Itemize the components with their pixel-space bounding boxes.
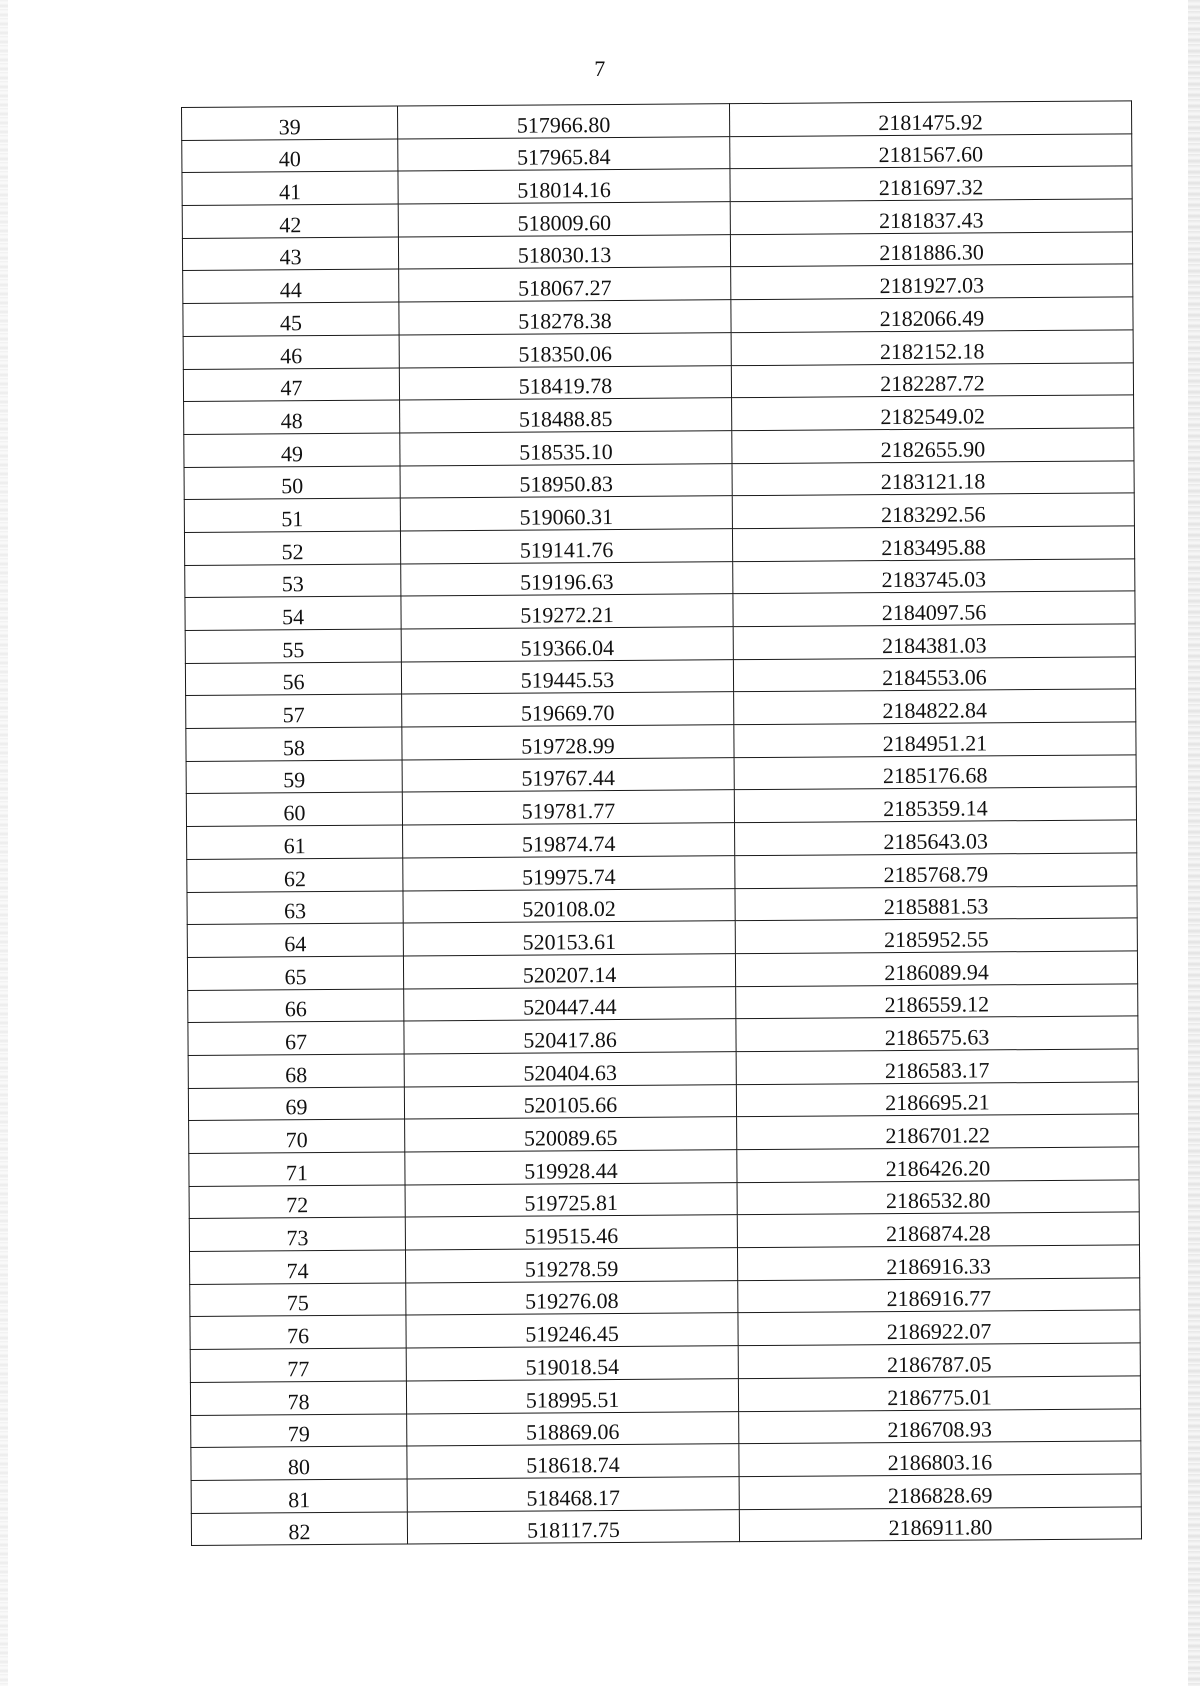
x-coordinate-cell [400, 496, 732, 531]
y-coordinate-cell-text: 2186916.77 [886, 1285, 992, 1312]
point-number-cell-text: 46 [280, 342, 303, 368]
point-number-cell [188, 1021, 404, 1055]
point-number-cell [182, 106, 398, 140]
x-coordinate-cell-text: 518535.10 [519, 438, 613, 465]
x-coordinate-cell [401, 561, 733, 596]
point-number-cell-text: 54 [281, 604, 305, 630]
x-coordinate-cell-text: 519246.45 [525, 1321, 619, 1347]
point-number-cell [185, 662, 401, 696]
coordinate-table-body [182, 101, 1142, 1546]
y-coordinate-cell [731, 264, 1133, 299]
x-coordinate-cell [405, 1248, 737, 1283]
point-number-cell [187, 825, 403, 859]
x-coordinate-cell-text: 519018.54 [525, 1353, 620, 1380]
x-coordinate-cell [407, 1509, 739, 1544]
point-number-cell [182, 204, 398, 238]
y-coordinate-cell [735, 853, 1137, 888]
y-coordinate-cell [739, 1506, 1141, 1541]
y-coordinate-cell-text: 2182655.90 [880, 435, 986, 462]
x-coordinate-cell [407, 1477, 739, 1512]
y-coordinate-cell [736, 1081, 1138, 1116]
point-number-cell [190, 1283, 406, 1317]
y-coordinate-cell [733, 657, 1135, 692]
y-coordinate-cell-text: 2186575.63 [884, 1024, 990, 1051]
y-coordinate-cell-text: 2182549.02 [880, 403, 986, 429]
point-number-cell-text: 71 [285, 1159, 309, 1185]
point-number-cell [191, 1479, 407, 1513]
y-coordinate-cell-text: 2186426.20 [885, 1155, 991, 1181]
y-coordinate-cell-text: 2186583.17 [884, 1057, 990, 1083]
point-number-cell-text: 58 [282, 734, 306, 761]
x-coordinate-cell-text: 519669.70 [520, 700, 615, 726]
y-coordinate-cell [738, 1343, 1140, 1378]
point-number-cell-text: 43 [279, 244, 302, 270]
y-coordinate-cell [736, 983, 1138, 1018]
point-number-cell-text: 53 [281, 571, 304, 597]
scan-edge-left [0, 0, 8, 1686]
x-coordinate-cell-text: 519272.21 [520, 601, 614, 628]
y-coordinate-cell-text: 2185176.68 [882, 762, 988, 789]
y-coordinate-cell [739, 1441, 1141, 1476]
point-number-cell [182, 171, 398, 205]
y-coordinate-cell [735, 885, 1137, 920]
x-coordinate-cell-text: 517966.80 [516, 111, 611, 138]
point-number-cell [184, 498, 400, 532]
y-coordinate-cell-text: 2183292.56 [881, 501, 986, 528]
x-coordinate-cell [402, 757, 734, 792]
y-coordinate-cell-text: 2186089.94 [884, 958, 989, 985]
x-coordinate-cell-text: 518117.75 [527, 1517, 620, 1543]
y-coordinate-cell-text: 2186695.21 [885, 1089, 990, 1116]
x-coordinate-cell-text: 518869.06 [525, 1419, 620, 1445]
x-coordinate-cell [399, 332, 731, 367]
point-number-cell [188, 1087, 404, 1121]
point-number-cell [188, 1054, 404, 1088]
y-coordinate-cell-text: 2181837.43 [878, 207, 984, 233]
x-coordinate-cell-text: 520108.02 [522, 896, 616, 922]
x-coordinate-cell [402, 692, 734, 727]
y-coordinate-cell-text: 2181886.30 [879, 239, 984, 266]
y-coordinate-cell [738, 1376, 1140, 1411]
point-number-cell-text: 52 [281, 538, 304, 564]
x-coordinate-cell-text: 519515.46 [524, 1223, 619, 1249]
x-coordinate-cell [407, 1444, 739, 1479]
point-number-cell [190, 1315, 406, 1349]
y-coordinate-cell-text: 2186775.01 [887, 1383, 992, 1410]
point-number-cell [189, 1250, 405, 1284]
x-coordinate-cell [402, 725, 734, 760]
x-coordinate-cell-text: 519728.99 [521, 732, 615, 759]
point-number-cell [184, 466, 400, 500]
y-coordinate-cell-text: 2186532.80 [885, 1187, 991, 1214]
x-coordinate-cell [402, 790, 734, 825]
y-coordinate-cell-text: 2186701.22 [885, 1122, 991, 1149]
point-number-cell [183, 302, 399, 336]
point-number-cell-text: 55 [282, 636, 305, 662]
x-coordinate-cell-text: 519366.04 [520, 634, 615, 661]
x-coordinate-cell [400, 431, 732, 466]
point-number-cell [189, 1152, 405, 1186]
point-number-cell [184, 531, 400, 565]
y-coordinate-cell [730, 166, 1132, 201]
x-coordinate-cell-text: 519975.74 [522, 863, 616, 890]
y-coordinate-cell [729, 101, 1131, 136]
point-number-cell-text: 82 [288, 1519, 311, 1545]
y-coordinate-cell-text: 2186787.05 [886, 1351, 992, 1377]
x-coordinate-cell-text: 517965.84 [517, 144, 611, 171]
point-number-cell-text: 60 [283, 800, 306, 826]
x-coordinate-cell [398, 234, 730, 269]
point-number-cell [185, 596, 401, 630]
y-coordinate-cell [731, 362, 1133, 397]
x-coordinate-cell [400, 529, 732, 564]
y-coordinate-cell [732, 526, 1134, 561]
point-number-cell [189, 1185, 405, 1219]
x-coordinate-cell-text: 520089.65 [523, 1124, 618, 1151]
y-coordinate-cell-text: 2186916.33 [886, 1253, 991, 1279]
x-coordinate-cell [399, 300, 731, 335]
y-coordinate-cell [732, 493, 1134, 528]
y-coordinate-cell-text: 2184951.21 [882, 730, 988, 756]
x-coordinate-cell-text: 519196.63 [519, 569, 614, 595]
y-coordinate-cell-text: 2181697.32 [878, 174, 984, 201]
y-coordinate-cell [730, 134, 1132, 169]
point-number-cell-text: 69 [285, 1094, 308, 1120]
y-coordinate-cell [732, 428, 1134, 463]
point-number-cell [187, 890, 403, 924]
y-coordinate-cell-text: 2183495.88 [881, 534, 986, 560]
y-coordinate-cell-text: 2184822.84 [882, 697, 988, 724]
y-coordinate-cell-text: 2186828.69 [887, 1481, 993, 1508]
y-coordinate-cell [739, 1474, 1141, 1509]
y-coordinate-cell-text: 2186708.93 [887, 1416, 993, 1443]
x-coordinate-cell [405, 1182, 737, 1217]
y-coordinate-cell [730, 232, 1132, 267]
point-number-cell [191, 1413, 407, 1447]
x-coordinate-cell [401, 594, 733, 629]
point-number-cell [189, 1119, 405, 1153]
x-coordinate-cell [407, 1411, 739, 1446]
point-number-cell-text: 59 [283, 767, 306, 793]
point-number-cell-text: 68 [285, 1061, 308, 1087]
coordinate-table [181, 100, 1142, 1546]
y-coordinate-cell [737, 1245, 1139, 1280]
point-number-cell [186, 727, 402, 761]
point-number-cell-text: 50 [281, 473, 304, 499]
x-coordinate-cell [400, 463, 732, 498]
y-coordinate-cell-text: 2182066.49 [879, 305, 985, 331]
point-number-cell-text: 65 [284, 963, 307, 989]
y-coordinate-cell-text: 2186559.12 [884, 991, 990, 1018]
y-coordinate-cell-text: 2185359.14 [883, 795, 988, 822]
y-coordinate-cell [737, 1180, 1139, 1215]
point-number-cell-text: 72 [286, 1192, 309, 1218]
point-number-cell-text: 80 [287, 1454, 311, 1480]
point-number-cell-text: 51 [281, 506, 304, 532]
point-number-cell [186, 792, 402, 826]
point-number-cell-text: 74 [286, 1257, 309, 1284]
y-coordinate-cell-text: 2181475.92 [878, 109, 983, 135]
point-number-cell [184, 400, 400, 434]
x-coordinate-cell-text: 518618.74 [526, 1451, 620, 1478]
x-coordinate-cell-text: 518009.60 [517, 209, 612, 236]
y-coordinate-cell-text: 2184381.03 [881, 632, 987, 658]
page-number: 7 [594, 56, 606, 81]
x-coordinate-cell [403, 921, 735, 956]
y-coordinate-cell [737, 1212, 1139, 1247]
y-coordinate-cell [738, 1278, 1140, 1313]
x-coordinate-cell-text: 520404.63 [523, 1059, 618, 1086]
x-coordinate-cell-text: 519725.81 [524, 1190, 618, 1217]
point-number-cell [189, 1217, 405, 1251]
x-coordinate-cell [404, 1052, 736, 1087]
x-coordinate-cell-text: 519767.44 [521, 765, 616, 792]
y-coordinate-cell-text: 2186922.07 [886, 1318, 992, 1345]
x-coordinate-cell [399, 365, 731, 400]
x-coordinate-cell [399, 267, 731, 302]
x-coordinate-cell-text: 518067.27 [517, 275, 612, 301]
x-coordinate-cell-text: 518278.38 [518, 307, 612, 334]
y-coordinate-cell [734, 722, 1136, 757]
point-number-cell [188, 989, 404, 1023]
y-coordinate-cell [737, 1147, 1139, 1182]
x-coordinate-cell [403, 823, 735, 858]
point-number-cell [187, 956, 403, 990]
y-coordinate-cell-text: 2185952.55 [883, 926, 989, 952]
x-coordinate-cell-text: 519928.44 [524, 1157, 618, 1184]
y-coordinate-cell [733, 624, 1135, 659]
x-coordinate-cell-text: 520447.44 [522, 994, 617, 1020]
y-coordinate-cell [731, 297, 1133, 332]
x-coordinate-cell [398, 202, 730, 237]
point-number-cell-text: 44 [279, 277, 302, 303]
point-number-cell-text: 47 [280, 375, 303, 401]
point-number-cell-text: 73 [286, 1225, 309, 1251]
y-coordinate-cell-text: 2185881.53 [883, 893, 989, 920]
x-coordinate-cell-text: 518468.17 [526, 1484, 621, 1511]
y-coordinate-cell [736, 1016, 1138, 1051]
x-coordinate-cell [405, 1215, 737, 1250]
x-coordinate-cell [403, 888, 735, 923]
x-coordinate-cell-text: 519141.76 [519, 536, 614, 563]
y-coordinate-cell [736, 1049, 1138, 1084]
y-coordinate-cell [733, 591, 1135, 626]
x-coordinate-cell-text: 518950.83 [519, 471, 613, 497]
y-coordinate-cell [735, 918, 1137, 953]
x-coordinate-cell [400, 398, 732, 433]
y-coordinate-cell-text: 2182152.18 [879, 337, 985, 364]
x-coordinate-cell-text: 518350.06 [518, 340, 613, 367]
point-number-cell-text: 61 [283, 832, 306, 859]
x-coordinate-cell [404, 1019, 736, 1054]
point-number-cell [190, 1348, 406, 1382]
x-coordinate-cell-text: 519278.59 [524, 1255, 619, 1282]
x-coordinate-cell-text: 520105.66 [523, 1092, 618, 1118]
point-number-cell [183, 269, 399, 303]
y-coordinate-cell [734, 787, 1136, 822]
point-number-cell-text: 57 [282, 702, 305, 728]
x-coordinate-cell-text: 518995.51 [525, 1386, 620, 1413]
x-coordinate-cell-text: 519781.77 [521, 798, 616, 824]
point-number-cell [186, 694, 402, 728]
y-coordinate-cell-text: 2181927.03 [879, 272, 985, 299]
point-number-cell [185, 564, 401, 598]
x-coordinate-cell-text: 519874.74 [521, 830, 616, 857]
point-number-cell-text: 79 [287, 1421, 310, 1447]
point-number-cell [190, 1381, 406, 1415]
x-coordinate-cell [404, 986, 736, 1021]
y-coordinate-cell [737, 1114, 1139, 1149]
x-coordinate-cell-text: 520207.14 [522, 961, 617, 988]
x-coordinate-cell-text: 519276.08 [525, 1288, 619, 1315]
y-coordinate-cell-text: 2185643.03 [883, 828, 988, 854]
y-coordinate-cell-text: 2181567.60 [878, 141, 984, 168]
y-coordinate-cell [730, 199, 1132, 234]
x-coordinate-cell [405, 1150, 737, 1185]
x-coordinate-cell [403, 954, 735, 989]
y-coordinate-cell-text: 2185768.79 [883, 860, 989, 887]
point-number-cell-text: 42 [279, 211, 302, 238]
x-coordinate-cell-text: 518030.13 [517, 242, 612, 269]
x-coordinate-cell [398, 169, 730, 204]
point-number-cell-text: 77 [287, 1355, 310, 1382]
y-coordinate-cell [734, 689, 1136, 724]
point-number-cell-text: 56 [282, 669, 305, 695]
x-coordinate-cell [406, 1378, 738, 1413]
point-number-cell-text: 76 [286, 1323, 310, 1349]
x-coordinate-cell [397, 104, 729, 139]
point-number-cell [186, 760, 402, 794]
point-number-cell-text: 70 [285, 1127, 308, 1153]
point-number-cell [184, 433, 400, 467]
point-number-cell [187, 923, 403, 957]
y-coordinate-cell [733, 558, 1135, 593]
point-number-cell [191, 1446, 407, 1480]
y-coordinate-cell-text: 2186874.28 [886, 1220, 991, 1247]
point-number-cell [182, 237, 398, 271]
point-number-cell-text: 75 [286, 1290, 309, 1316]
y-coordinate-cell [732, 460, 1134, 495]
point-number-cell-text: 62 [283, 865, 306, 891]
x-coordinate-cell [401, 627, 733, 662]
x-coordinate-cell-text: 518419.78 [518, 373, 613, 399]
x-coordinate-cell [401, 659, 733, 694]
point-number-cell-text: 63 [284, 898, 307, 924]
x-coordinate-cell [398, 136, 730, 171]
y-coordinate-cell-text: 2183745.03 [881, 566, 987, 593]
x-coordinate-cell-text: 520417.86 [523, 1026, 617, 1053]
x-coordinate-cell [403, 855, 735, 890]
point-number-cell [185, 629, 401, 663]
y-coordinate-cell [739, 1408, 1141, 1443]
y-coordinate-cell [735, 951, 1137, 986]
y-coordinate-cell-text: 2186803.16 [887, 1449, 993, 1475]
x-coordinate-cell [405, 1117, 737, 1152]
x-coordinate-cell-text: 519060.31 [519, 503, 614, 530]
point-number-cell-text: 39 [278, 113, 301, 140]
y-coordinate-cell-text: 2182287.72 [880, 370, 985, 397]
y-coordinate-cell [738, 1310, 1140, 1345]
point-number-cell-text: 67 [284, 1029, 308, 1055]
x-coordinate-cell [404, 1084, 736, 1119]
x-coordinate-cell-text: 518488.85 [518, 405, 613, 432]
point-number-cell [183, 367, 399, 401]
point-number-cell-text: 78 [287, 1388, 310, 1414]
point-number-cell-text: 41 [279, 179, 302, 205]
x-coordinate-cell [406, 1280, 738, 1315]
y-coordinate-cell-text: 2183121.18 [880, 468, 986, 495]
point-number-cell [191, 1512, 407, 1546]
y-coordinate-cell [735, 820, 1137, 855]
x-coordinate-cell-text: 519445.53 [520, 667, 615, 694]
point-number-cell-text: 64 [284, 931, 307, 957]
x-coordinate-cell-text: 518014.16 [517, 177, 611, 203]
point-number-cell-text: 40 [278, 146, 301, 172]
x-coordinate-cell [406, 1346, 738, 1381]
table-row [191, 1506, 1141, 1545]
x-coordinate-cell-text: 520153.61 [522, 928, 617, 955]
y-coordinate-cell [732, 395, 1134, 430]
point-number-cell-text: 45 [279, 309, 303, 336]
y-coordinate-cell [734, 755, 1136, 790]
point-number-cell [183, 335, 399, 369]
point-number-cell [187, 858, 403, 892]
point-number-cell-text: 48 [280, 408, 303, 434]
y-coordinate-cell [731, 330, 1133, 365]
y-coordinate-cell-text: 2186911.80 [888, 1514, 993, 1541]
point-number-cell-text: 49 [280, 440, 304, 466]
scan-edge-right [1188, 0, 1200, 1686]
x-coordinate-cell [406, 1313, 738, 1348]
point-number-cell-text: 66 [284, 996, 307, 1022]
y-coordinate-cell-text: 2184097.56 [881, 599, 987, 626]
point-number-cell [182, 139, 398, 173]
y-coordinate-cell-text: 2184553.06 [882, 664, 987, 691]
point-number-cell-text: 81 [288, 1486, 311, 1512]
